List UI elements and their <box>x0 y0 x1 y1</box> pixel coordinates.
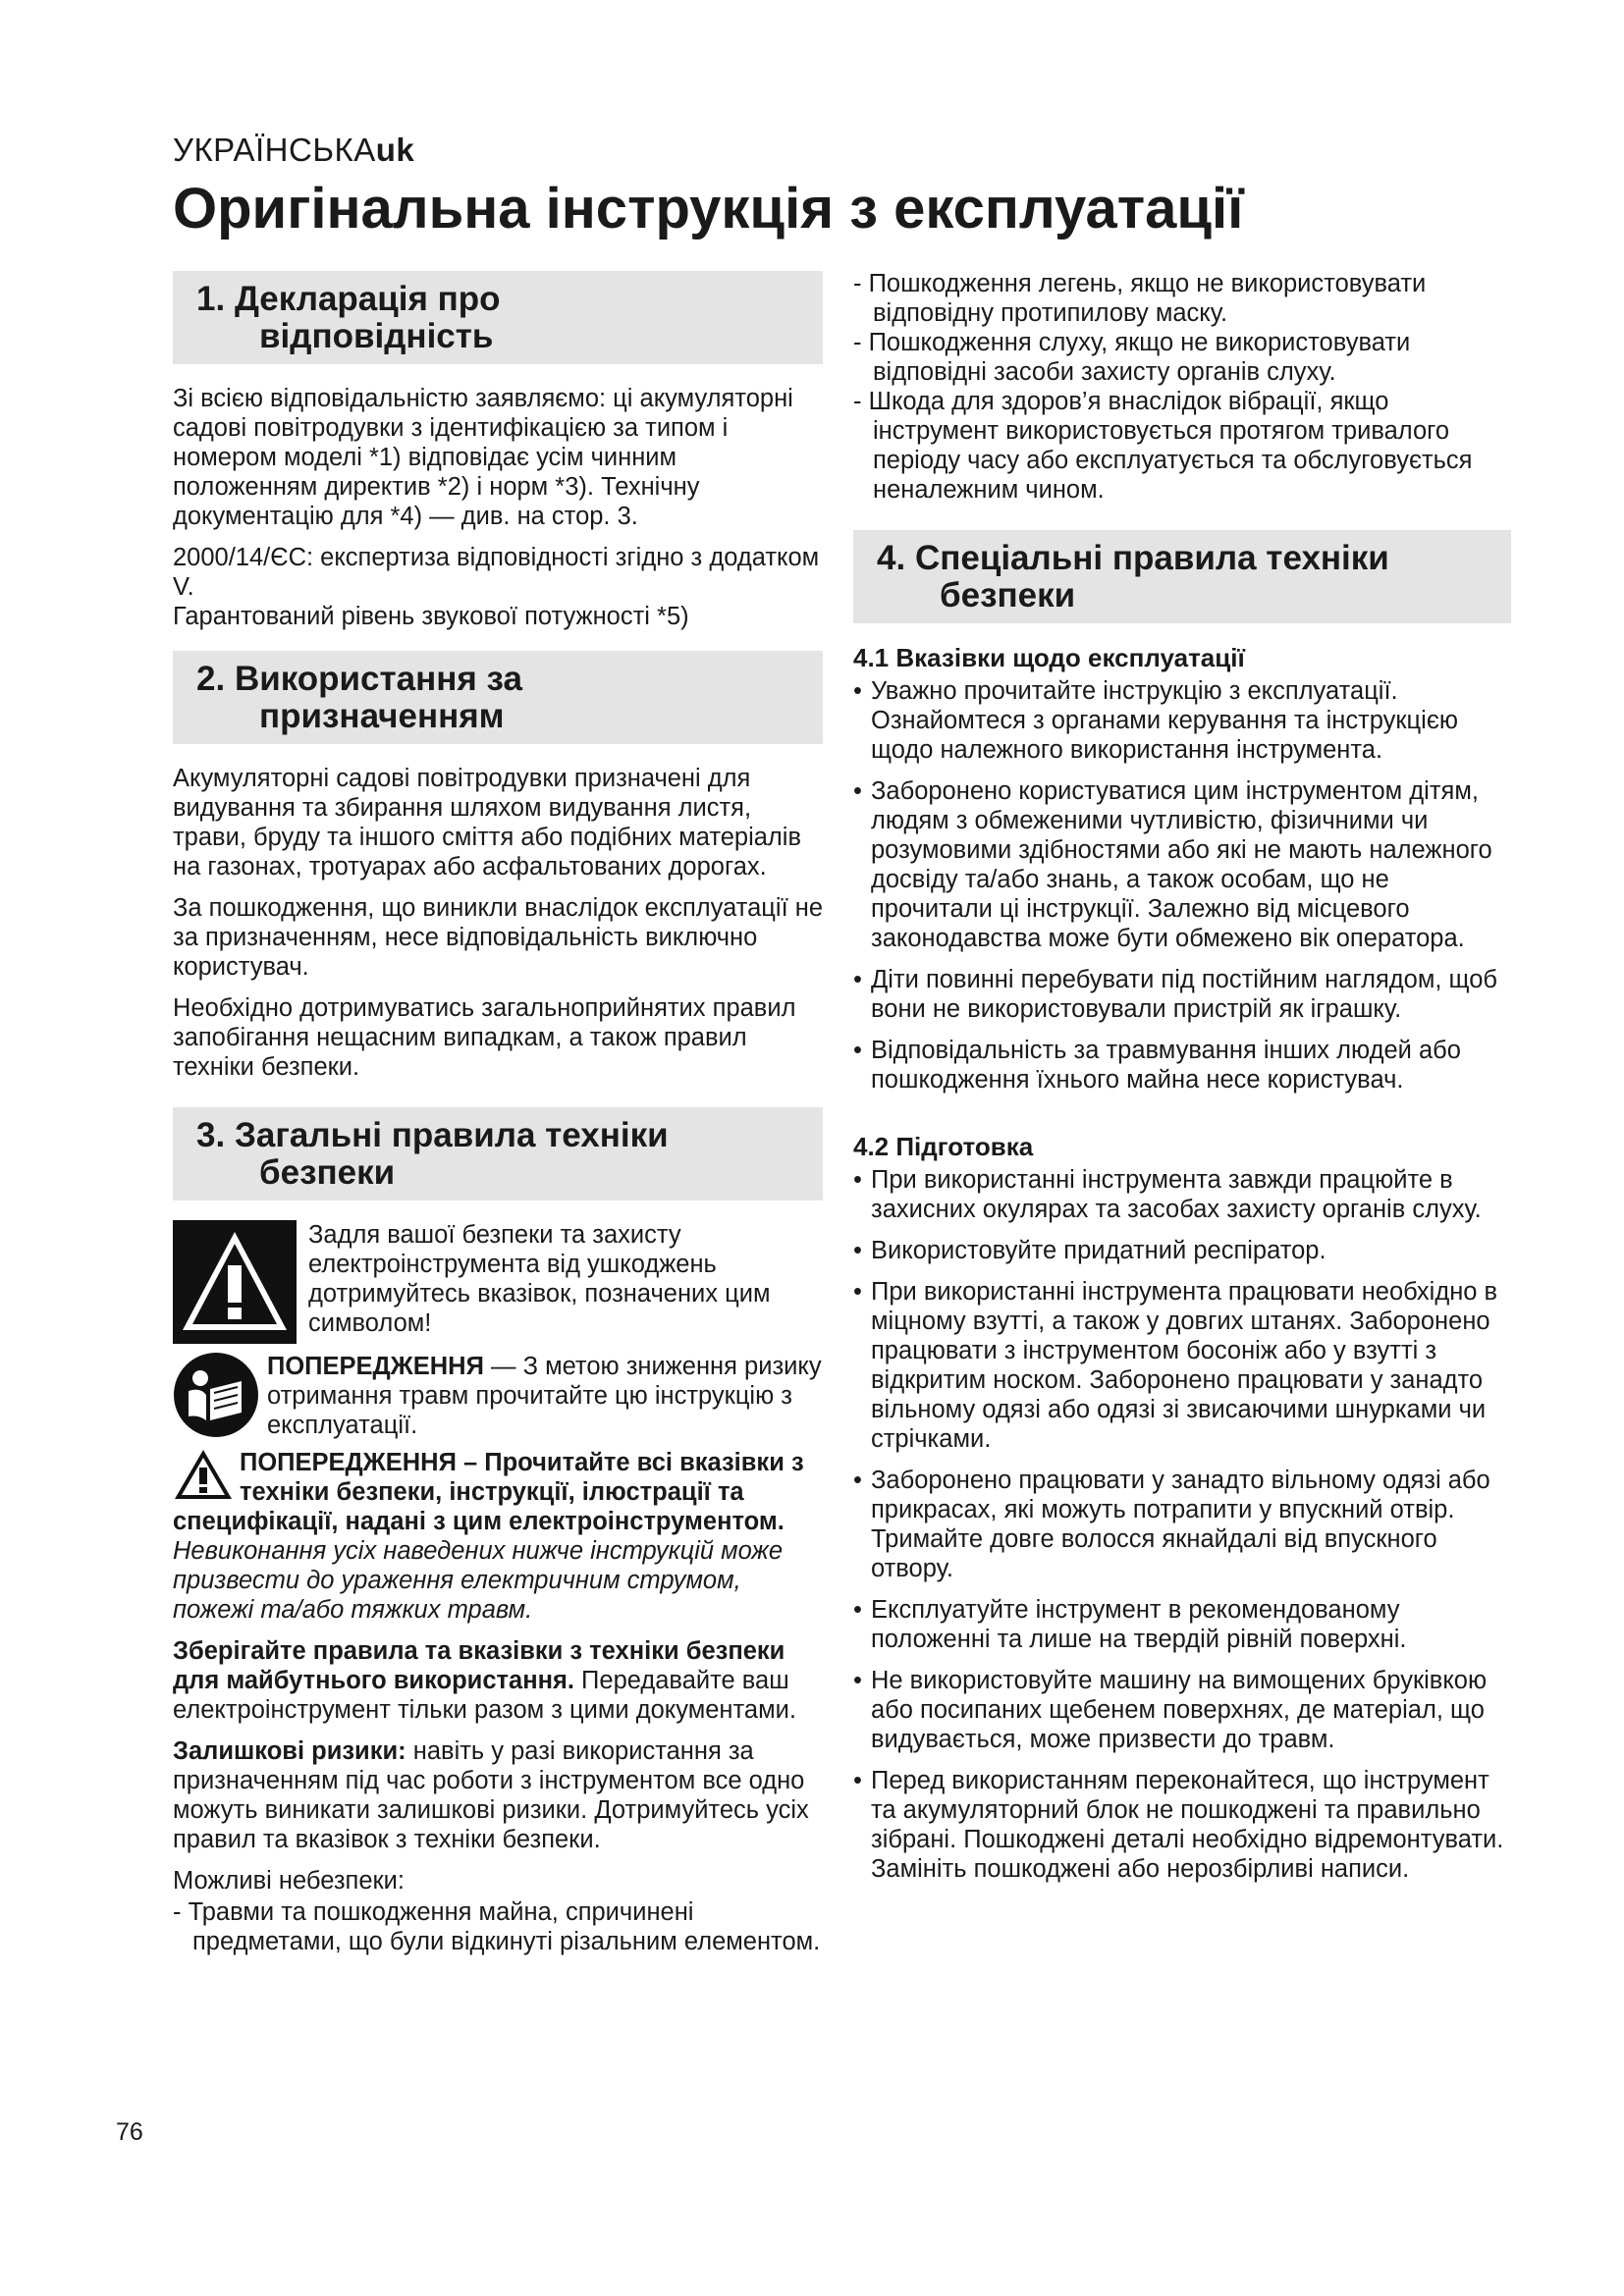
bullet-icon: • <box>853 1767 862 1794</box>
page-title: Оригінальна інструкція з експлуатації <box>173 177 1244 240</box>
bullet-icon: • <box>853 1237 862 1264</box>
liability-text: За пошкодження, що виникли внаслідок експлуатації не за призначенням, несе відповідальність виключно користувач. <box>173 894 824 981</box>
list-item: • При використанні інструмента працювати необхідно в міцному взутті, а також у довгих штанях. Заборонено працювати з інструментом босоніж або у взутті з відкритим носком. Заборонено працювати у занадто вільному одязі або одязі зі звисаючими шнурками чи стрічками. <box>853 1278 1498 1453</box>
section-4-heading: 4. Спеціальні правила техніки безпеки <box>853 530 1511 623</box>
list-item: • При використанні інструмента завжди працюйте в захисних окулярах та засобах захисту органів слуху. <box>853 1166 1482 1223</box>
list-item: - Травми та пошкодження майна, спричинені предметами, що були відкинуті різальним елементом. <box>173 1898 821 1955</box>
section-2-heading: 2. Використання за призначенням <box>173 651 823 744</box>
preparation-list <box>853 1165 1511 1884</box>
operation-instructions-list <box>853 676 1511 1095</box>
subsection-4-1-title: 4.1 Вказівки щодо експлуатації <box>853 643 1245 672</box>
list-item: - Пошкодження легень, якщо не використовувати відповідну протипилову маску. <box>853 270 1427 327</box>
bullet-icon: • <box>853 677 862 705</box>
accident-rules-text: Необхідно дотримуватись загальноприйнятих правил запобігання нещасним випадкам, а також правил техніки безпеки. <box>173 994 796 1081</box>
bullet-icon: • <box>853 1667 862 1694</box>
read-manual-text: ПОПЕРЕДЖЕННЯ — З метою зниження ризику отримання травм прочитайте цю інструкцію з експлуатації. <box>267 1353 822 1439</box>
warning-triangle-icon <box>173 1220 297 1344</box>
list-item: - Пошкодження слуху, якщо не використовувати відповідні засоби захисту органів слуху. <box>853 329 1411 386</box>
keep-instructions-text: Зберігайте правила та вказівки з техніки безпеки для майбутнього використання. Передавайте ваш електроінструмент тільки разом з цими документами. <box>173 1637 796 1724</box>
list-item: • Експлуатуйте інструмент в рекомендованому положенні та лише на твердій рівній поверхні. <box>853 1596 1407 1653</box>
list-item: • Уважно прочитайте інструкцію з експлуатації. Ознайомтеся з органами керування та інструкцією щодо належного використання інструмента. <box>853 677 1458 764</box>
sound-power-text: Гарантований рівень звукової потужності *5) <box>173 603 689 630</box>
directive-text: 2000/14/ЄС: експертиза відповідності згідно з додатком V. <box>173 544 820 601</box>
list-item: • Не використовуйте машину на вимощених бруківкою або посипаних щебенем поверхнях, де матеріал, що видувається, може призвести до травм. <box>853 1667 1488 1753</box>
read-manual-icon <box>173 1352 259 1438</box>
bullet-icon: • <box>853 1166 862 1194</box>
read-manual-row <box>173 1352 823 1440</box>
bullet-icon: • <box>853 966 862 993</box>
list-item: • Відповідальність за травмування інших людей або пошкодження їхнього майна несе користувач. <box>853 1037 1461 1094</box>
language-name: УКРАЇНСЬКА <box>173 132 376 168</box>
bullet-icon: • <box>853 777 862 805</box>
small-warning-triangle-icon <box>173 1448 234 1501</box>
section-1-heading: 1. Декларація про відповідність <box>173 271 823 364</box>
hazards-list-left <box>173 1897 823 1956</box>
language-label <box>173 132 414 169</box>
intended-use-text: Акумуляторні садові повітродувки призначені для видування та збирання шляхом видування листя, трави, бруду та іншого сміття або подібних матеріалів на газонах, тротуарах або асфальтованих дорогах. <box>173 765 802 881</box>
left-column <box>173 271 823 1956</box>
warning-symbol-text: Задля вашої безпеки та захисту електроінструмента від ушкоджень дотримуйтесь вказівок, позначених цим символом! <box>308 1221 771 1337</box>
general-warning: ПОПЕРЕДЖЕННЯ – Прочитайте всі вказівки з техніки безпеки, інструкції, ілюстрації та специфікації, надані з цим електроінструментом. Невиконання усіх наведених нижче інструкцій може призвести до ураження електричним струмом, пожежі та/або тяжких травм. <box>173 1449 804 1624</box>
list-item: • Використовуйте придатний респіратор. <box>853 1237 1326 1264</box>
bullet-icon: • <box>853 1037 862 1064</box>
section-3-heading: 3. Загальні правила техніки безпеки <box>173 1107 823 1201</box>
bullet-icon: • <box>853 1596 862 1624</box>
warning-symbol-row <box>173 1220 823 1344</box>
hazards-list-right <box>853 269 1511 505</box>
bullet-icon: • <box>853 1278 862 1306</box>
list-item: • Діти повинні перебувати під постійним наглядом, щоб вони не використовували пристрій як іграшку. <box>853 966 1498 1023</box>
declaration-text: Зі всією відповідальністю заявляємо: ці акумуляторні садові повітродувки з ідентифікацією за типом і номером моделі *1) відповідає усім чинним положенням директив *2) і норм *3). Технічну документацію для *4) — див. на стор. 3. <box>173 385 793 530</box>
residual-risks-text: Залишкові ризики: навіть у разі використання за призначенням під час роботи з інструментом все одно можуть виникати залишкові ризики. Дотримуйтесь усіх правил та вказівок з техніки безпеки. <box>173 1737 809 1853</box>
subsection-4-2-title: 4.2 Підготовка <box>853 1132 1034 1161</box>
hazards-label: Можливі небезпеки: <box>173 1867 405 1895</box>
page-number: 76 <box>116 2118 143 2146</box>
list-item: • Заборонено користуватися цим інструментом дітям, людям з обмеженими чутливістю, фізичними чи розумовими здібностями або які не мають належного досвіду та/або знань, а також особам, що не прочитали ці інструкції. Залежно від місцевого законодавства може бути обмежено вік оператора. <box>853 777 1492 952</box>
language-code: uk <box>375 132 415 168</box>
list-item: - Шкода для здоров’я внаслідок вібрації, якщо інструмент використовується протягом тривалого періоду часу або експлуатується та обслуговується неналежним чином. <box>853 388 1473 504</box>
list-item: • Заборонено працювати у занадто вільному одязі або прикрасах, які можуть потрапити у впускний отвір. Тримайте довге волосся якнайдалі від впускного отвору. <box>853 1467 1490 1582</box>
list-item: • Перед використанням переконайтеся, що інструмент та акумуляторний блок не пошкоджені та правильно зібрані. Пошкоджені деталі необхідно відремонтувати. Замініть пошкоджені або нерозбірливі написи. <box>853 1767 1504 1883</box>
right-column <box>853 269 1511 1896</box>
bullet-icon: • <box>853 1467 862 1494</box>
